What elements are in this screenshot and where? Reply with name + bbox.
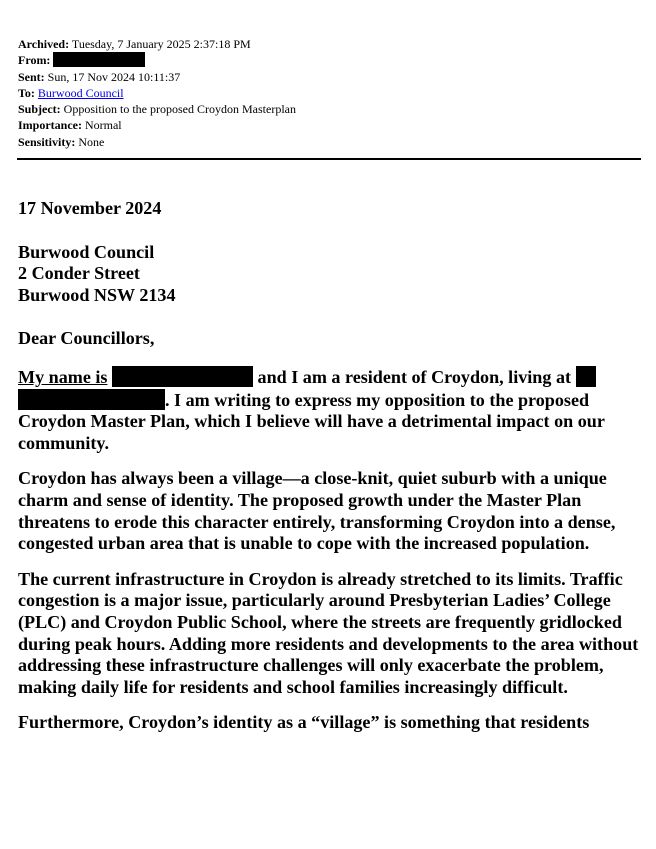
to-recipient-link[interactable]: Burwood Council — [37, 85, 124, 100]
paragraph-village-character: Croydon has always been a village—a close-knit, quiet suburb with a unique charm and sense of identity. The proposed growth under the Master Plan threatens to erode this character entirely, transforming Croydon into a dense, congested urban area that is unable to cope with the increased population. — [18, 468, 616, 554]
intro-resident-text: and I am a resident of Croydon, living at — [257, 366, 572, 387]
paragraph-infrastructure: The current infrastructure in Croydon is already stretched to its limits. Traffic congestion is a major issue, particularly around Presbyterian Ladies’ College (PLC) and Croydon Public School, where the streets are frequently gridlocked during peak hours. Adding more residents and developments to the area without addressing these infrastructure challenges will only exacerbate the problem, making daily life for residents and school families increasingly difficult. — [18, 568, 639, 697]
to-label: To: — [18, 85, 35, 100]
redacted-name-block — [112, 366, 253, 387]
subject-row — [18, 101, 296, 117]
sensitivity-row — [18, 134, 296, 150]
subject-value: Opposition to the proposed Croydon Masterplan — [63, 102, 296, 117]
address-line: 2 Conder Street — [18, 263, 140, 284]
archived-value: Tuesday, 7 January 2025 2:37:18 PM — [71, 37, 251, 51]
sent-label: Sent: — [18, 69, 45, 84]
from-label: From: — [18, 53, 51, 68]
importance-value: Normal — [84, 118, 122, 133]
archived-row — [18, 36, 296, 52]
from-row — [18, 52, 296, 68]
address-line: Burwood NSW 2134 — [18, 284, 176, 305]
archived-label: Archived: — [18, 37, 70, 51]
letter-date: 17 November 2024 — [18, 198, 162, 218]
to-row — [18, 85, 296, 101]
sent-row — [18, 69, 296, 85]
email-header — [18, 36, 296, 150]
recipient-address — [18, 242, 643, 307]
intro-name-lead: My name is — [18, 366, 108, 387]
letter-body — [18, 198, 643, 748]
redacted-sender-block — [53, 52, 145, 67]
intro-paragraph — [18, 366, 643, 454]
intro-opposition-text: . I am writing to express my opposition to the proposed Croydon Master Plan, which I believe will have a detrimental impact on our community. — [18, 389, 605, 453]
header-divider — [17, 158, 641, 160]
sensitivity-value: None — [78, 134, 105, 149]
redacted-address-block — [576, 366, 596, 387]
importance-row — [18, 117, 296, 133]
sent-value: Sun, 17 Nov 2024 10:11:37 — [47, 69, 181, 84]
redacted-address-block — [18, 389, 165, 410]
paragraph-identity: Furthermore, Croydon’s identity as a “village” is something that residents — [18, 712, 590, 733]
importance-label: Importance: — [18, 118, 82, 133]
sensitivity-label: Sensitivity: — [18, 134, 76, 149]
subject-label: Subject: — [18, 102, 61, 117]
salutation: Dear Councillors, — [18, 328, 155, 349]
address-line: Burwood Council — [18, 241, 155, 262]
